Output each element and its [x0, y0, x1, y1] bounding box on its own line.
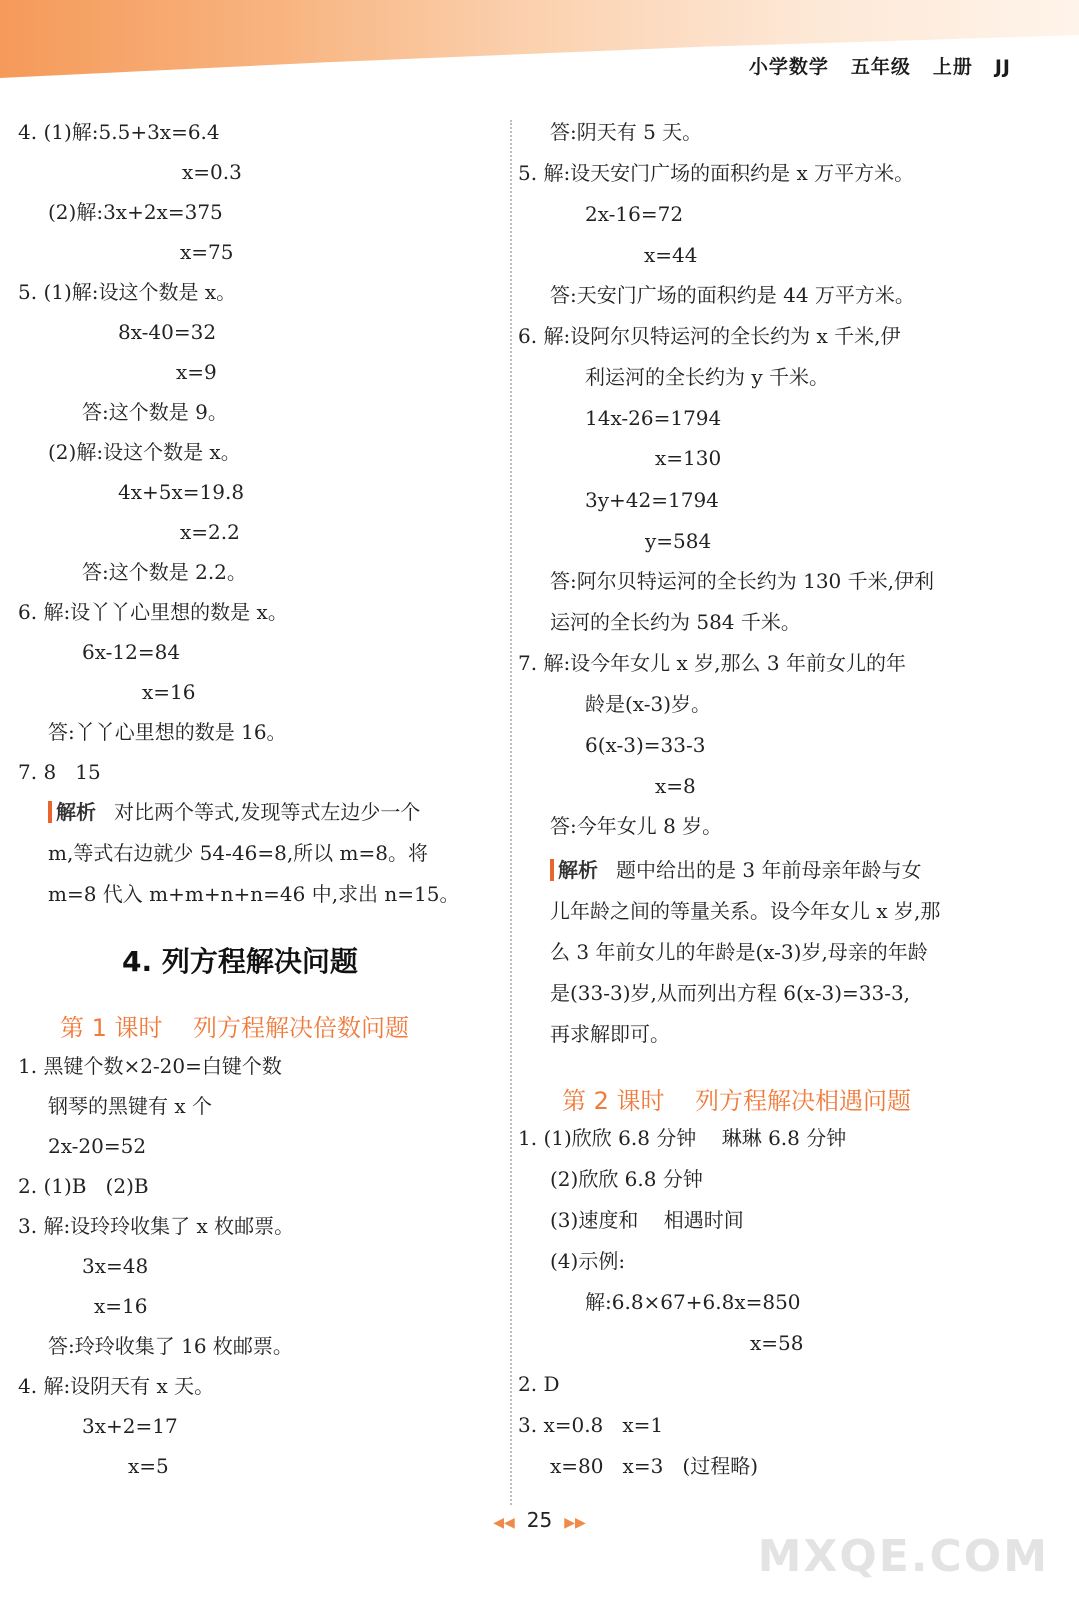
answer-line: 答:这个数是 2.2。: [82, 560, 247, 584]
analysis-line: m,等式右边就少 54-46=8,所以 m=8。将: [48, 841, 428, 865]
analysis-line: 儿年龄之间的等量关系。设今年女儿 x 岁,那: [550, 899, 941, 923]
answer-line: 龄是(x-3)岁。: [585, 692, 712, 716]
analysis-tag: 解析: [550, 859, 598, 881]
answer-line: 7. 8 15: [18, 760, 101, 784]
next-arrow-icon: ▶▶: [564, 1515, 586, 1531]
answer-line: (3)速度和 相遇时间: [550, 1208, 744, 1232]
answer-line: x=16: [94, 1294, 148, 1318]
answer-line: 6(x-3)=33-3: [585, 733, 706, 757]
answer-line: 4. 解:设阴天有 x 天。: [18, 1374, 215, 1398]
answer-line: 14x-26=1794: [585, 406, 722, 430]
answer-line: 4x+5x=19.8: [118, 480, 245, 504]
answer-line: x=44: [644, 243, 698, 267]
answer-line: 答:阴天有 5 天。: [550, 120, 703, 144]
watermark: MXQE.COM: [757, 1531, 1049, 1582]
answer-line: 3. x=0.8 x=1: [518, 1413, 664, 1437]
prev-arrow-icon: ◀◀: [493, 1515, 515, 1531]
answer-line: 6. 解:设丫丫心里想的数是 x。: [18, 600, 288, 624]
page-footer: [0, 1508, 1079, 1532]
answer-line: x=80 x=3 (过程略): [550, 1454, 758, 1478]
answer-line: (2)欣欣 6.8 分钟: [550, 1167, 703, 1191]
analysis-block: [550, 850, 990, 1055]
answer-line: (4)示例:: [550, 1249, 626, 1273]
answer-line: 钢琴的黑键有 x 个: [48, 1094, 212, 1118]
answer-line: x=75: [180, 240, 234, 264]
answer-line: x=16: [142, 680, 196, 704]
answer-line: (2)解:设这个数是 x。: [48, 440, 241, 464]
answer-line: x=58: [750, 1331, 804, 1355]
page-number: 25: [526, 1508, 553, 1532]
answer-line: 利运河的全长约为 y 千米。: [585, 365, 830, 389]
answer-line: 2x-16=72: [585, 202, 684, 226]
answer-line: 答:今年女儿 8 岁。: [550, 814, 723, 838]
analysis-line: 再求解即可。: [550, 1022, 670, 1046]
grade: 五年级: [850, 56, 911, 78]
column-divider: [510, 120, 512, 1505]
section-title: 4. 列方程解决问题: [122, 945, 358, 978]
lesson-title: 第 2 课时 列方程解决相遇问题: [562, 1087, 912, 1115]
volume: 上册: [932, 56, 973, 78]
analysis-block: [48, 792, 488, 915]
answer-line: x=9: [176, 360, 217, 384]
answer-line: 3. 解:设玲玲收集了 x 枚邮票。: [18, 1214, 295, 1238]
answer-line: 2. (1)B (2)B: [18, 1174, 149, 1198]
answer-line: 6x-12=84: [82, 640, 181, 664]
answer-line: 3x+2=17: [82, 1414, 178, 1438]
answer-line: 答:这个数是 9。: [82, 400, 228, 424]
answer-line: 答:玲玲收集了 16 枚邮票。: [48, 1334, 293, 1358]
header-label: [727, 52, 1011, 79]
answer-line: 1. (1)欣欣 6.8 分钟 琳琳 6.8 分钟: [518, 1126, 847, 1150]
answer-line: (2)解:3x+2x=375: [48, 200, 223, 224]
answer-line: 解:6.8×67+6.8x=850: [585, 1290, 801, 1314]
analysis-line: 么 3 年前女儿的年龄是(x-3)岁,母亲的年龄: [550, 940, 928, 964]
answer-line: 8x-40=32: [118, 320, 217, 344]
answer-line: 3x=48: [82, 1254, 149, 1278]
analysis-line: 对比两个等式,发现等式左边少一个: [114, 800, 421, 824]
answer-line: 2. D: [518, 1372, 560, 1396]
answer-line: y=584: [645, 529, 712, 553]
answer-line: 4. (1)解:5.5+3x=6.4: [18, 120, 220, 144]
subject: 小学数学: [748, 56, 829, 78]
analysis-line: m=8 代入 m+m+n+n=46 中,求出 n=15。: [48, 882, 460, 906]
answer-line: 5. (1)解:设这个数是 x。: [18, 280, 237, 304]
answer-line: x=5: [128, 1454, 169, 1478]
answer-line: x=0.3: [182, 160, 242, 184]
answer-line: 6. 解:设阿尔贝特运河的全长约为 x 千米,伊: [518, 324, 901, 348]
answer-line: 答:阿尔贝特运河的全长约为 130 千米,伊利: [550, 569, 934, 593]
analysis-line: 题中给出的是 3 年前母亲年龄与女: [616, 858, 922, 882]
answer-line: 7. 解:设今年女儿 x 岁,那么 3 年前女儿的年: [518, 651, 906, 675]
answer-line: 运河的全长约为 584 千米。: [550, 610, 801, 634]
answer-line: 1. 黑键个数×2-20=白键个数: [18, 1054, 282, 1078]
lesson-title: 第 1 课时 列方程解决倍数问题: [60, 1014, 410, 1042]
answer-line: x=2.2: [180, 520, 240, 544]
analysis-line: 是(33-3)岁,从而列出方程 6(x-3)=33-3,: [550, 981, 911, 1005]
edition: JJ: [994, 56, 1011, 78]
answer-line: 2x-20=52: [48, 1134, 147, 1158]
answer-line: 3y+42=1794: [585, 488, 719, 512]
answer-line: 5. 解:设天安门广场的面积约是 x 万平方米。: [518, 161, 915, 185]
answer-line: x=130: [655, 446, 722, 470]
answer-line: x=8: [655, 774, 696, 798]
analysis-tag: 解析: [48, 801, 96, 823]
answer-line: 答:天安门广场的面积约是 44 万平方米。: [550, 283, 915, 307]
answer-line: 答:丫丫心里想的数是 16。: [48, 720, 287, 744]
